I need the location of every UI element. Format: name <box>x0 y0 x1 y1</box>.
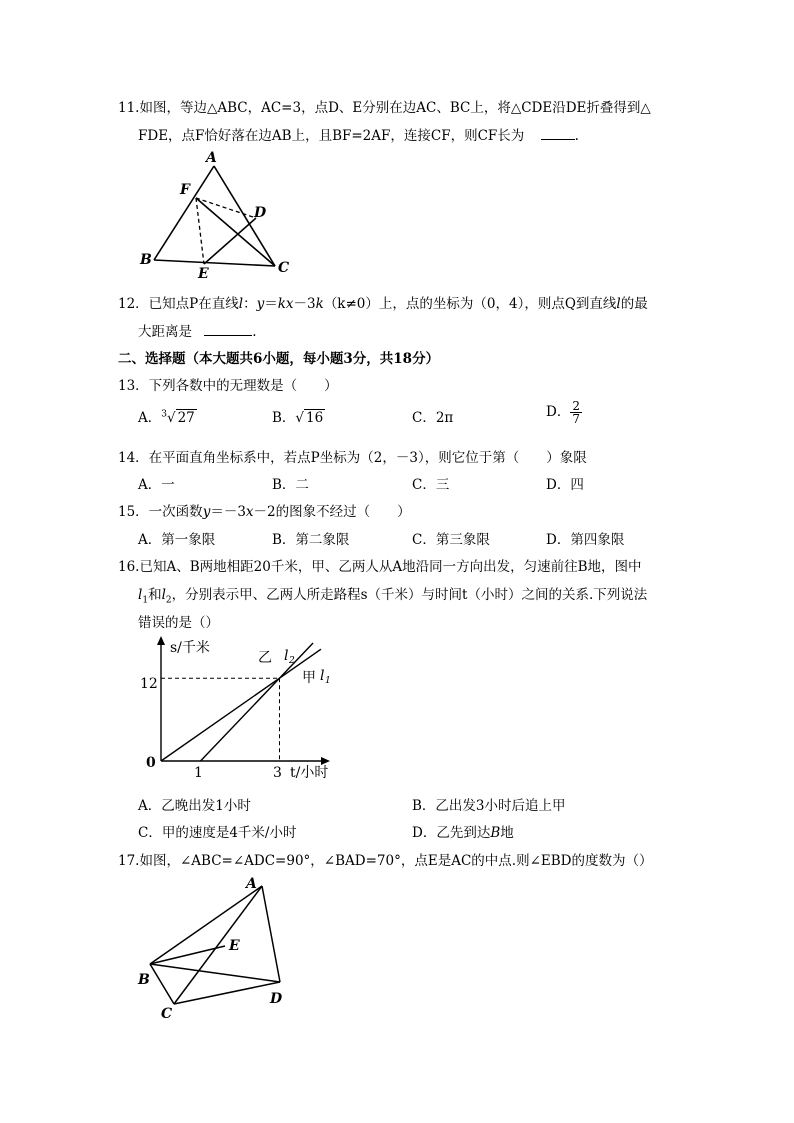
q16-options <box>138 794 698 816</box>
q16-series-line-1 <box>161 649 321 761</box>
q11-label-c: C <box>278 260 290 276</box>
q16-label-l2-sub: 2 <box>289 656 295 666</box>
q12-minus3: －3 <box>293 296 316 312</box>
q16-xtick-3: 3 <box>273 765 282 781</box>
q13-option-a: A．$^3$√ 27 <box>138 409 195 426</box>
q14-option-b: B．二 <box>272 477 309 493</box>
q16-line1: 16.已知A、B两地相距20千米，甲、乙两人从A地沿同一方向出发，匀速前往B地，图中 <box>118 559 642 575</box>
q12-cond: （k≠0）上，点的坐标为（0，4），则点Q到直线 <box>323 296 617 312</box>
q11-label-e: E <box>198 266 209 282</box>
q16-label-l1-sub: 1 <box>325 676 331 686</box>
q14-options <box>138 473 698 495</box>
q15-option-a: A．第一象限 <box>138 532 216 548</box>
q13-options <box>138 399 698 426</box>
q16-ylabel: s/千米 <box>170 640 210 656</box>
q11-line1: 11.如图，等边△ABC，AC=3，点D、E分别在边AC、BC上，将△CDE沿DE折叠得到△ <box>118 100 651 116</box>
q12-l: l <box>238 296 244 312</box>
q16-distance-time-graph <box>140 636 340 786</box>
q11-label-f: F <box>180 182 190 198</box>
q12-kx: kx <box>277 296 294 312</box>
q16-y-arrow <box>157 636 165 645</box>
q15-option-b: B．第二象限 <box>272 532 350 548</box>
q13-stem: 13．下列各数中的无理数是（ ） <box>118 378 338 394</box>
q13-d-num: 2 <box>572 399 580 413</box>
q12-line2-text: 大距离是 <box>138 324 192 340</box>
q16-label-yi: 乙 <box>258 650 272 666</box>
q13-option-d: D． $\frac{2}{7}$ <box>546 399 580 426</box>
q16-series-line-2 <box>201 643 314 761</box>
q11-label-b: B <box>140 252 152 268</box>
q16-option-c: C．甲的速度是4千米/小时 <box>138 825 297 841</box>
q17-label-c: C <box>161 1006 173 1022</box>
q13-option-b: B．√ 16 <box>272 410 324 426</box>
q12-tail: 的最 <box>620 296 648 312</box>
q12-colon: ： <box>243 296 257 312</box>
q13-b-radicand: 16 <box>306 410 324 426</box>
q14-stem: 14．在平面直角坐标系中，若点P坐标为（2，－3），则它位于第（ ）象限 <box>118 450 587 466</box>
q16-option-b: B．乙出发3小时后追上甲 <box>412 798 566 814</box>
q16-origin: 0 <box>146 755 156 771</box>
q15-option-d: D．第四象限 <box>546 532 625 548</box>
q15-stem: 15．一次函数y＝－3x－2的图象不经过（ ） <box>118 504 411 520</box>
q16-option-a: A．乙晚出发1小时 <box>138 798 251 814</box>
q12-eq: ＝ <box>264 296 278 312</box>
q16-options-2 <box>138 821 698 843</box>
q17-stem: 17.如图，∠ABC=∠ADC=90°，∠BAD=70°，点E是AC的中点.则∠EBD的度数为（） <box>118 853 653 869</box>
q13-a-radicand: 27 <box>177 410 195 426</box>
q16-label-jia: 甲 <box>302 670 316 686</box>
section-2-title: 二、选择题（本大题共6小题，每小题3分，共18分） <box>118 351 440 367</box>
q16-line2: $l_1$和$l_2$，分别表示甲、乙两人所走路程s（千米）与时间t（小时）之间的关系.下列说法 <box>138 587 648 606</box>
q17-label-e: E <box>229 938 240 954</box>
q16-xtick-1: 1 <box>194 765 203 781</box>
q12-answer-blank <box>204 323 252 336</box>
q16-xlabel: t/小时 <box>290 765 329 781</box>
q11-label-a: A <box>206 150 217 166</box>
q17-label-b: B <box>138 972 150 988</box>
q11-label-d: D <box>254 205 267 221</box>
q12-pre: 12．已知点P在直线 <box>118 296 239 312</box>
q16-label-l2: l <box>284 648 289 664</box>
q12-line2 <box>138 320 257 340</box>
q12-l2: l <box>616 296 621 312</box>
q16-label-l1: l <box>320 668 325 684</box>
q11-triangle-figure <box>130 148 300 282</box>
q17-label-a: A <box>246 876 257 892</box>
q12-line1 <box>118 292 648 312</box>
q11-period: . <box>574 128 579 144</box>
q11-answer-blank <box>541 127 575 140</box>
q14-option-c: C．三 <box>412 477 450 493</box>
q13-a-index: 3 <box>161 409 167 420</box>
q16-x-arrow <box>321 757 330 765</box>
q17-quadrilateral-figure <box>130 872 310 1022</box>
q12-y: y <box>256 296 265 312</box>
q14-option-d: D．四 <box>546 477 584 493</box>
q16-option-d: D．乙先到达B地 <box>412 825 514 841</box>
q12-k: k <box>315 296 324 312</box>
q13-d-den: 7 <box>572 412 580 426</box>
q12-period: . <box>252 324 257 340</box>
q16-line3: 错误的是（） <box>138 615 219 631</box>
q14-option-a: A．一 <box>138 477 175 493</box>
q11-line2 <box>138 124 579 144</box>
q17-label-d: D <box>270 991 283 1007</box>
q15-options <box>138 528 698 550</box>
q16-ytick-12: 12 <box>140 676 158 692</box>
q15-option-c: C．第三象限 <box>412 532 490 548</box>
q11-line2-text: FDE，点F恰好落在边AB上，且BF=2AF，连接CF，则CF长为 <box>138 128 525 144</box>
q13-option-c: C．2π <box>412 410 454 426</box>
